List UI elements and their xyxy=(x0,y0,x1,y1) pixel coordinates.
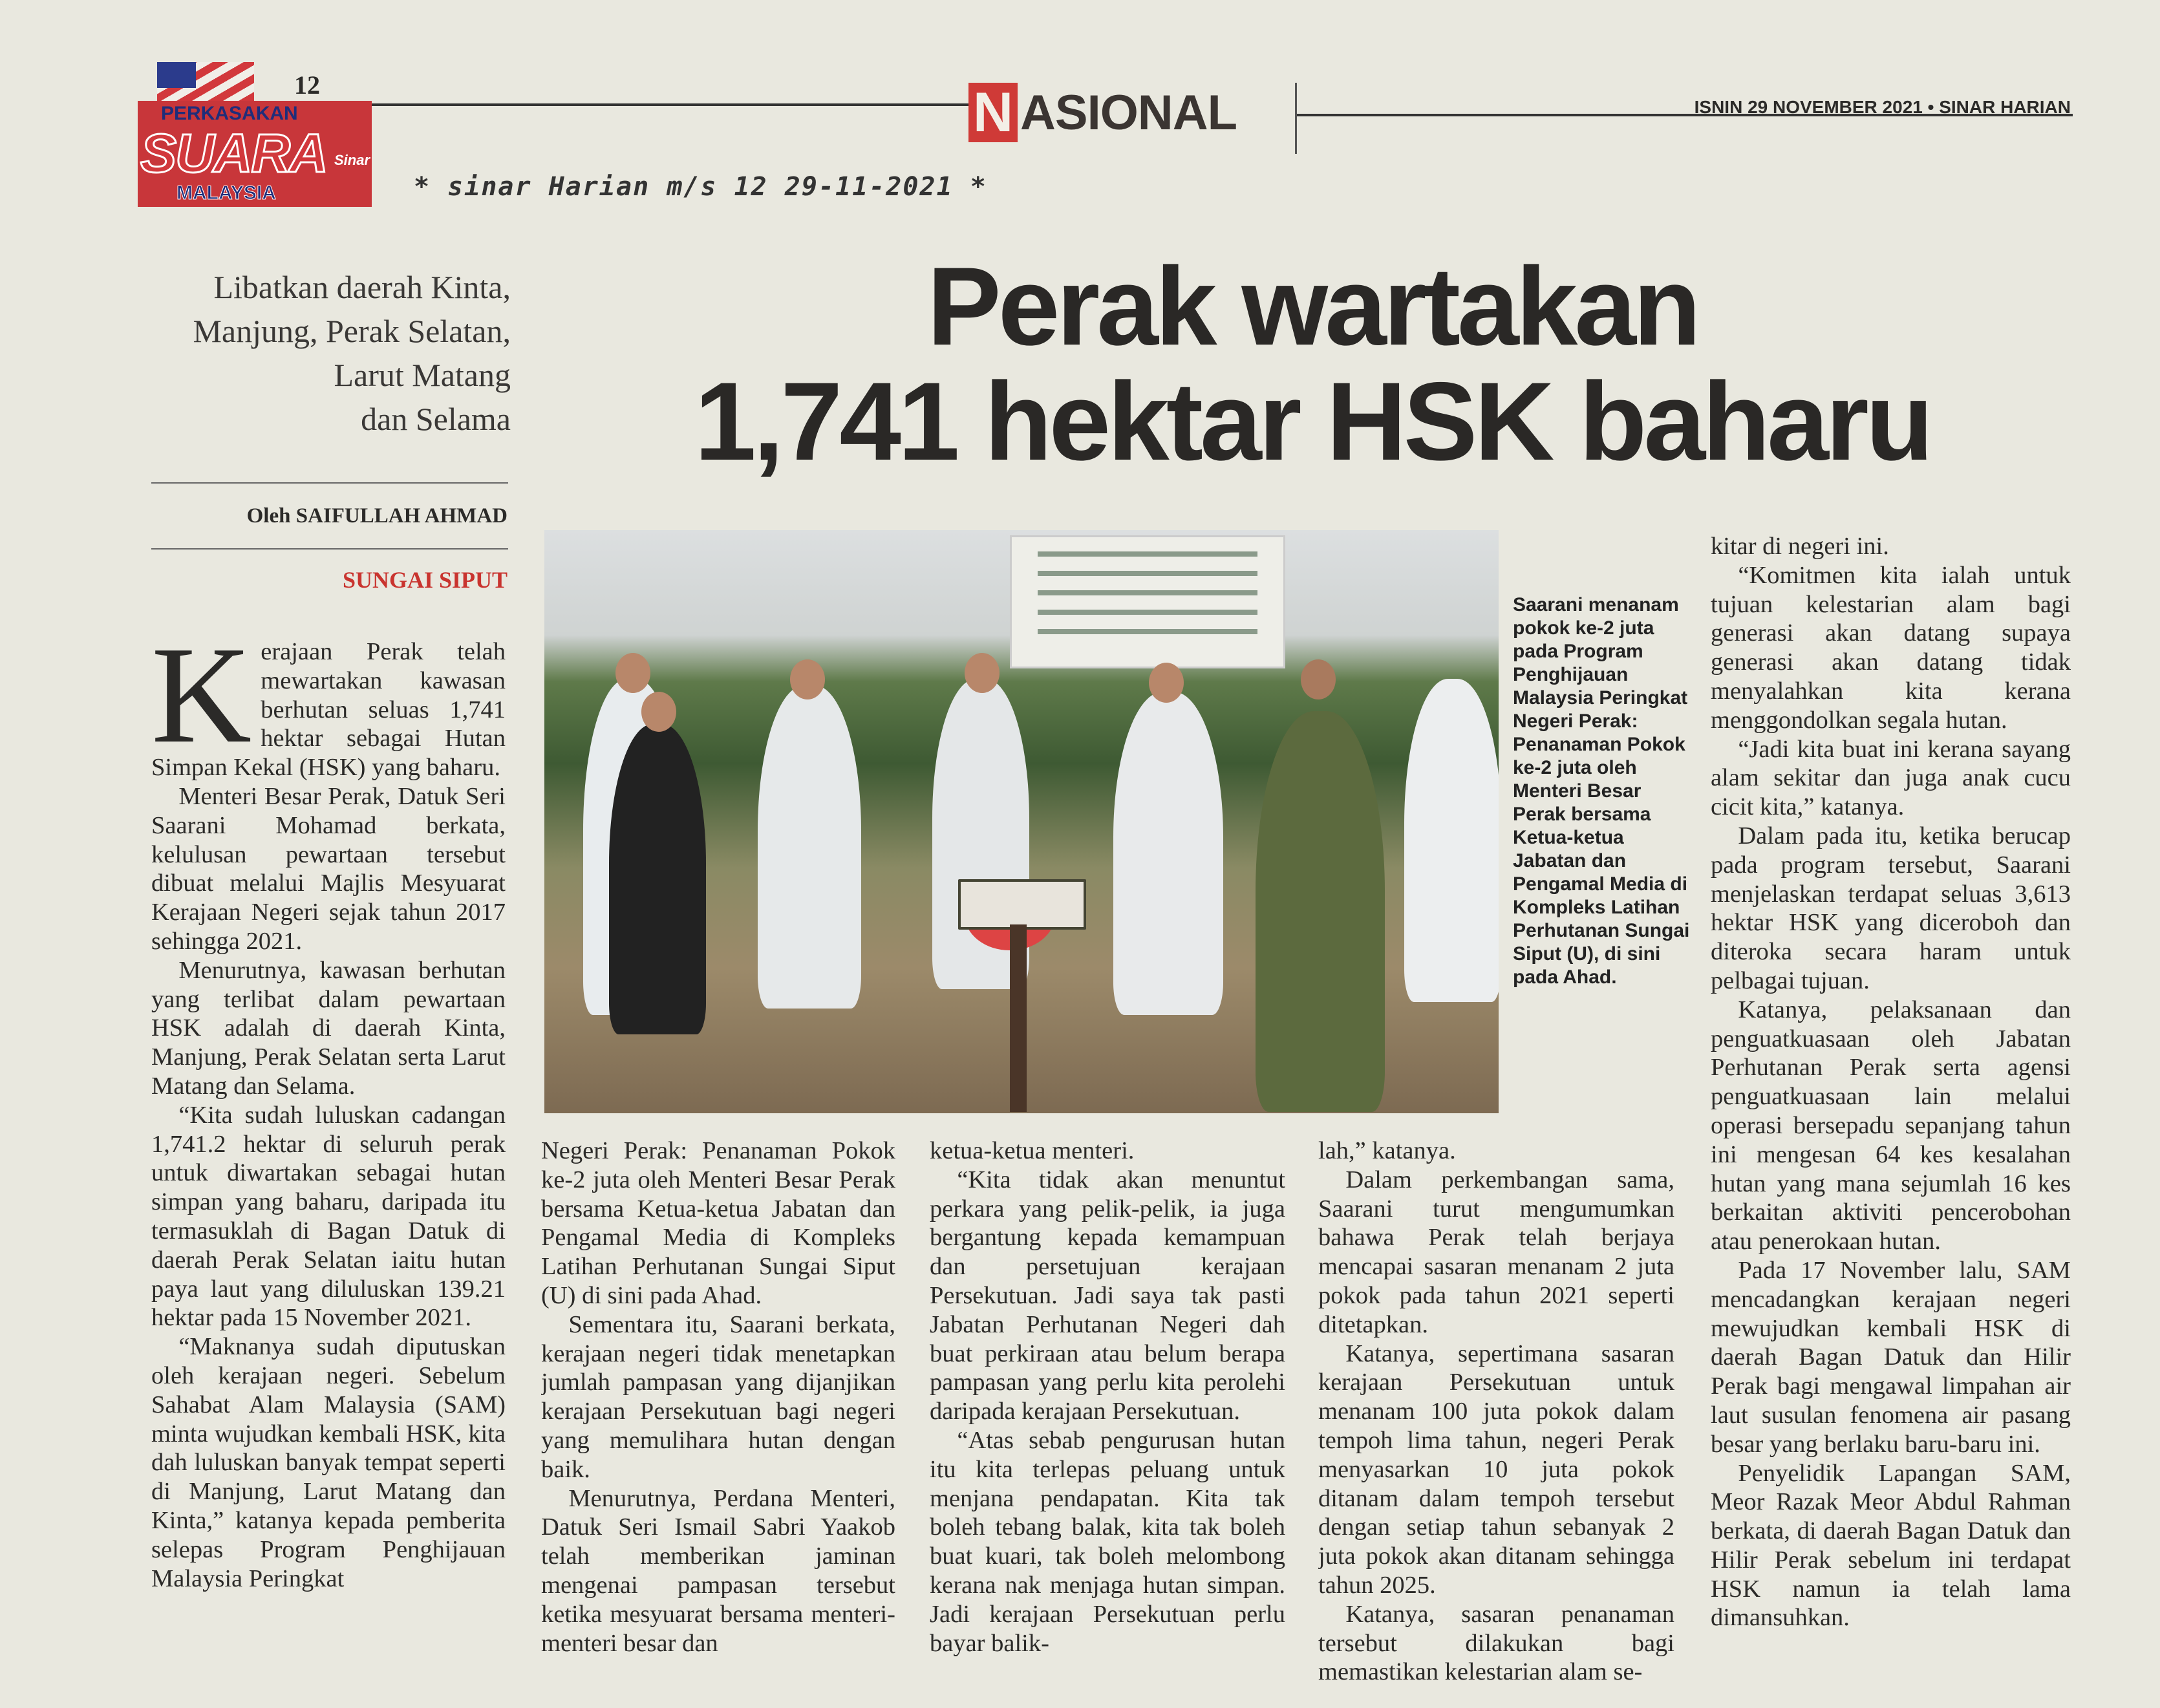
deck-line: dan Selama xyxy=(361,401,511,437)
malaysia-flag-icon xyxy=(157,62,254,101)
paragraph: “Atas sebab pengurusan hutan itu kita terlepas peluang untuk menjana pendapatan. Kita tak boleh tebang balak, kita tak boleh buat kuari, tak boleh melombong kerana nak menjaga hutan simpan. Jadi kerajaan Persekutuan perlu bayar balik- xyxy=(930,1426,1285,1657)
logo-line-3: MALAYSIA xyxy=(176,182,276,204)
header-rule-left xyxy=(372,103,970,106)
article-column-4 xyxy=(1318,1137,1674,1692)
deck-line: Larut Matang xyxy=(334,357,511,393)
article-column-1 xyxy=(151,637,506,1691)
logo-line-2: SUARA xyxy=(140,123,327,184)
paragraph: Penyelidik Lapangan SAM, Meor Razak Meor Abdul Rahman berkata, di daerah Bagan Datuk dan Hilir Perak sebelum ini terdapat HSK namun ia telah lama dimansuhkan. xyxy=(1711,1459,2071,1632)
deck-line: Manjung, Perak Selatan, xyxy=(193,313,511,349)
paragraph: kitar di negeri ini. xyxy=(1711,533,1889,560)
article-column-5 xyxy=(1711,532,2071,1692)
paragraph: Menurutnya, kawasan berhutan yang terlibat dalam pewartaan HSK adalah di daerah Kinta, Manjung, Perak Selatan serta Larut Matang dan Selama. xyxy=(151,956,506,1100)
paragraph: Katanya, pelaksanaan dan penguatkuasaan oleh Jabatan Perhutanan Perak serta agensi penguatkuasaan lain melalui operasi bersepadu sepanjang tahun ini mengesan 64 kes kesalahan hutan yang mana sejumlah 16 kes berkaitan aktiviti pencerobohan atau penerokaan hutan. xyxy=(1711,996,2071,1255)
paragraph: Pada 17 November lalu, SAM mencadangkan kerajaan negeri mewujudkan kembali HSK di daerah Bagan Datuk dan Hilir Perak bagi mengawal limpahan air laut susulan fenomena air pasang besar yang berlaku baru-baru ini. xyxy=(1711,1256,2071,1458)
paragraph: lah,” katanya. xyxy=(1318,1137,1456,1164)
section-divider xyxy=(1295,83,1297,154)
drop-cap: K xyxy=(151,637,252,772)
paragraph: Dalam pada itu, ketika berucap pada program tersebut, Saarani menjelaskan terdapat seluas 3,613 hektar HSK yang diceroboh dan diteroka secara haram untuk pelbagai tujuan. xyxy=(1711,822,2071,994)
headline xyxy=(672,244,1952,484)
paragraph: “Kita tidak akan menuntut perkara yang pelik-pelik, ia juga bergantung kepada kemampuan dan persetujuan kerajaan Persekutuan. Jadi saya tak pasti Jabatan Perhutanan Negeri dah buat perkiraan atau belum berapa pampasan yang perlu kita perolehi daripada kerajaan Persekutuan. xyxy=(930,1166,1285,1425)
paragraph: Dalam perkembangan sama, Saarani turut mengumumkan bahawa Perak telah berjaya mencapai sasaran menanam 2 juta pokok pada tahun 2021 seperti ditetapkan. xyxy=(1318,1166,1674,1338)
paragraph: Kerajaan Perak telah mewartakan kawasan berhutan seluas 1,741 hektar sebagai Hutan Simpan Kekal (HSK) yang baharu. xyxy=(151,637,506,782)
paragraph: Negeri Perak: Penanaman Pokok ke-2 juta oleh Menteri Besar Perak bersama Ketua-ketua Jabatan dan Pengamal Media di Kompleks Latihan Perhutanan Sungai Siput (U) di sini pada Ahad. xyxy=(541,1137,895,1309)
deck xyxy=(149,265,511,441)
dateline: ISNIN 29 NOVEMBER 2021 • SINAR HARIAN xyxy=(1694,97,2071,117)
logo-line-1: PERKASAKAN xyxy=(161,103,298,124)
paragraph: “Kita sudah luluskan cadangan 1,741.2 hektar di seluruh perak untuk diwartakan sebagai hutan simpan yang baharu, daripada itu termasuklah di Bagan Datuk di daerah Perak Selatan iaitu hutan paya laut yang diluluskan 139.21 hektar pada 15 November 2021. xyxy=(151,1101,506,1332)
section-name: ASIONAL xyxy=(1020,85,1237,140)
paragraph: ketua-ketua menteri. xyxy=(930,1137,1135,1164)
location: SUNGAI SIPUT xyxy=(342,567,508,593)
page-number: 12 xyxy=(294,70,320,100)
article-photo xyxy=(544,530,1499,1113)
logo-sinar: Sinar xyxy=(334,152,370,168)
article-column-2 xyxy=(541,1137,895,1692)
paragraph: “Maknanya sudah diputuskan oleh kerajaan negeri. Sebelum Sahabat Alam Malaysia (SAM) minta wujudkan kembali HSK, kita dah luluskan banyak tempat seperti di Manjung, Larut Matang dan Kinta,” katanya kepada pemberita selepas Program Penghijauan Malaysia Peringkat xyxy=(151,1333,506,1592)
headline-line: Perak wartakan xyxy=(926,244,1698,368)
handwritten-note: * sinar Harian m/s 12 29-11-2021 * xyxy=(414,172,987,202)
byline: Oleh SAIFULLAH AHMAD xyxy=(246,504,508,528)
paragraph: Menteri Besar Perak, Datuk Seri Saarani Mohamad berkata, kelulusan pewartaan tersebut dibuat melalui Majlis Mesyuarat Kerajaan Negeri sejak tahun 2017 sehingga 2021. xyxy=(151,782,506,955)
article-column-3 xyxy=(930,1137,1285,1692)
section-initial: N xyxy=(968,83,1018,142)
paragraph: Menurutnya, Perdana Menteri, Datuk Seri Ismail Sabri Yaakob telah memberikan jaminan mengenai pampasan tersebut ketika mesyuarat bersama menteri-menteri besar dan xyxy=(541,1484,895,1657)
paragraph: “Komitmen kita ialah untuk tujuan kelestarian alam bagi generasi akan datang supaya generasi akan datang tidak menyalahkan kita kerana menggondolkan segala hutan. xyxy=(1711,561,2071,734)
paragraph: “Jadi kita buat ini kerana sayang alam sekitar dan juga anak cucu cicit kita,” katanya. xyxy=(1711,735,2071,821)
byline-rule-bottom xyxy=(151,548,508,550)
section-label xyxy=(968,83,1237,142)
program-banner xyxy=(1010,535,1285,668)
deck-line: Libatkan daerah Kinta, xyxy=(213,269,511,305)
photo-caption: Saarani menanam pokok ke-2 juta pada Program Penghijauan Malaysia Peringkat Negeri Perak: Penanaman Pokok ke-2 juta oleh Menteri Besar Perak bersama Ketua-ketua Jabatan dan Pengamal Media di Kompleks Latihan Perhutanan Sungai Siput (U), di sini pada Ahad. xyxy=(1513,594,1690,988)
headline-line: 1,741 hektar HSK baharu xyxy=(694,359,1930,484)
paragraph: Katanya, sasaran penanaman tersebut dilakukan bagi memastikan kelestarian alam se- xyxy=(1318,1600,1674,1686)
byline-rule-top xyxy=(151,482,508,484)
paragraph: Katanya, sepertimana sasaran kerajaan Persekutuan untuk menanam 100 juta pokok dalam tempoh lima tahun, negeri Perak menyasarkan 10 juta pokok ditanam dalam tempoh tersebut dengan setiap tahun sebanyak 2 juta pokok akan ditanam sehingga tahun 2025. xyxy=(1318,1340,1674,1599)
suara-malaysia-logo xyxy=(138,62,372,207)
paragraph: Sementara itu, Saarani berkata, kerajaan negeri tidak menetapkan jumlah pampasan yang dijanjikan kerajaan Persekutuan bagi negeri yang memulihara hutan dengan baik. xyxy=(541,1310,895,1483)
